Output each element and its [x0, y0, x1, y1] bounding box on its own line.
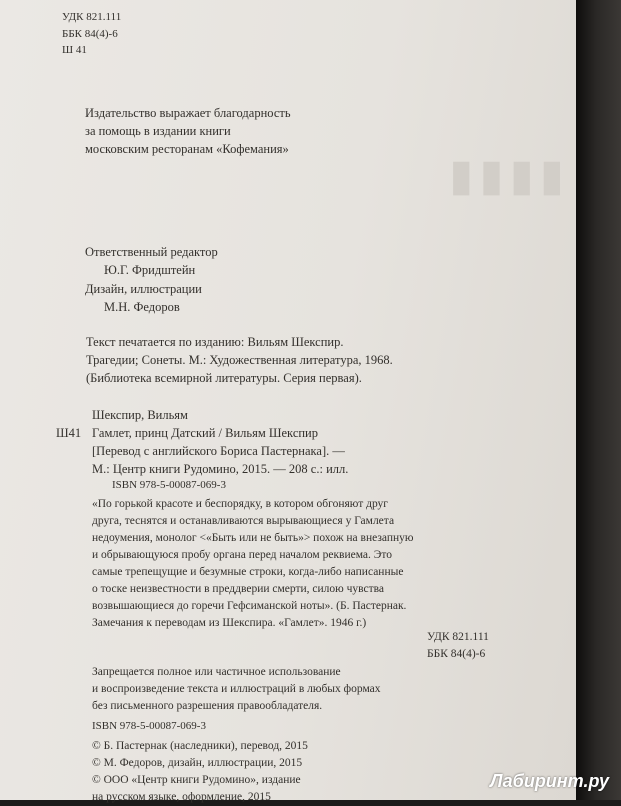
annotation-line: «По горькой красоте и беспорядку, в котором обгоняют друг [92, 498, 389, 510]
gratitude-block [85, 104, 291, 158]
editor-name: Ю.Г. Фридштейн [104, 263, 196, 277]
catalog-line: [Перевод с английского Бориса Пастернака]. — [92, 444, 345, 458]
catalog-isbn: ISBN 978-5-00087-069-3 [112, 479, 226, 491]
book-edge-shadow [576, 0, 621, 800]
catalog-line: Гамлет, принц Датский / Вильям Шекспир [92, 426, 319, 440]
source-edition-block [86, 333, 393, 387]
annotation-quote [92, 496, 414, 632]
copyright-line: на русском языке, оформление, 2015 [92, 791, 271, 803]
source-edition-line: Трагедии; Сонеты. М.: Художественная литература, 1968. [86, 353, 393, 367]
catalog-code: Ш41 [56, 426, 82, 440]
catalog-entry [92, 424, 348, 478]
annotation-line: недоумения, монолог <«Быть или не быть»> похож на внезапную [92, 532, 414, 544]
copyright-line: © М. Федоров, дизайн, иллюстрации, 2015 [92, 757, 303, 769]
classification-bbk: ББК 84(4)-6 [427, 648, 486, 660]
gratitude-line: за помощь в издании книги [85, 124, 231, 138]
rights-line: Запрещается полное или частичное использование [92, 666, 341, 678]
source-edition-line: (Библиотека всемирной литературы. Серия первая). [86, 371, 362, 385]
header-code: Ш 41 [62, 44, 87, 56]
rights-notice [92, 664, 381, 715]
copyright-line: © Б. Пастернак (наследники), перевод, 2015 [92, 740, 308, 752]
catalog-author: Шекспир, Вильям [92, 408, 188, 422]
copyright-block [92, 738, 308, 806]
annotation-line: Замечания к переводам из Шекспира. «Гамлет». 1946 г.) [92, 617, 367, 629]
header-bbk: ББК 84(4)-6 [62, 28, 118, 40]
gratitude-line: Издательство выражает благодарность [85, 106, 291, 120]
footer-isbn: ISBN 978-5-00087-069-3 [92, 720, 206, 732]
rights-line: и воспроизведение текста и иллюстраций в любых формах [92, 683, 381, 695]
show-through-decoration: ▮▮▮▮ [449, 151, 570, 200]
catalog-line: М.: Центр книги Рудомино, 2015. — 208 с.: илл. [92, 462, 349, 476]
header-udk: УДК 821.111 [62, 11, 122, 23]
annotation-line: и обрывающуюся пробу органа перед началом реквиема. Это [92, 549, 392, 561]
watermark-logo: Лабиринт.ру [490, 771, 609, 791]
annotation-line: друга, теснятся и останавливаются вырывающиеся у Гамлета [92, 515, 395, 527]
editor-role: Ответственный редактор [85, 245, 218, 259]
classification-udk: УДК 821.111 [427, 631, 489, 643]
copyright-line: © ООО «Центр книги Рудомино», издание [92, 774, 301, 786]
gratitude-line: московским ресторанам «Кофемания» [85, 142, 289, 156]
annotation-line: самые трепещущие и безумные строки, когда-либо написанные [92, 566, 404, 578]
source-edition-line: Текст печатается по изданию: Вильям Шекспир. [86, 335, 344, 349]
design-name: М.Н. Федоров [104, 300, 180, 314]
design-role: Дизайн, иллюстрации [85, 282, 202, 296]
annotation-line: возвышающиеся до горечи Гефсиманской ноты». (Б. Пастернак. [92, 600, 407, 612]
annotation-line: о тоске неизвестности в преддверии смерти, силою чувства [92, 583, 385, 595]
rights-line: без письменного разрешения правообладателя. [92, 700, 323, 712]
